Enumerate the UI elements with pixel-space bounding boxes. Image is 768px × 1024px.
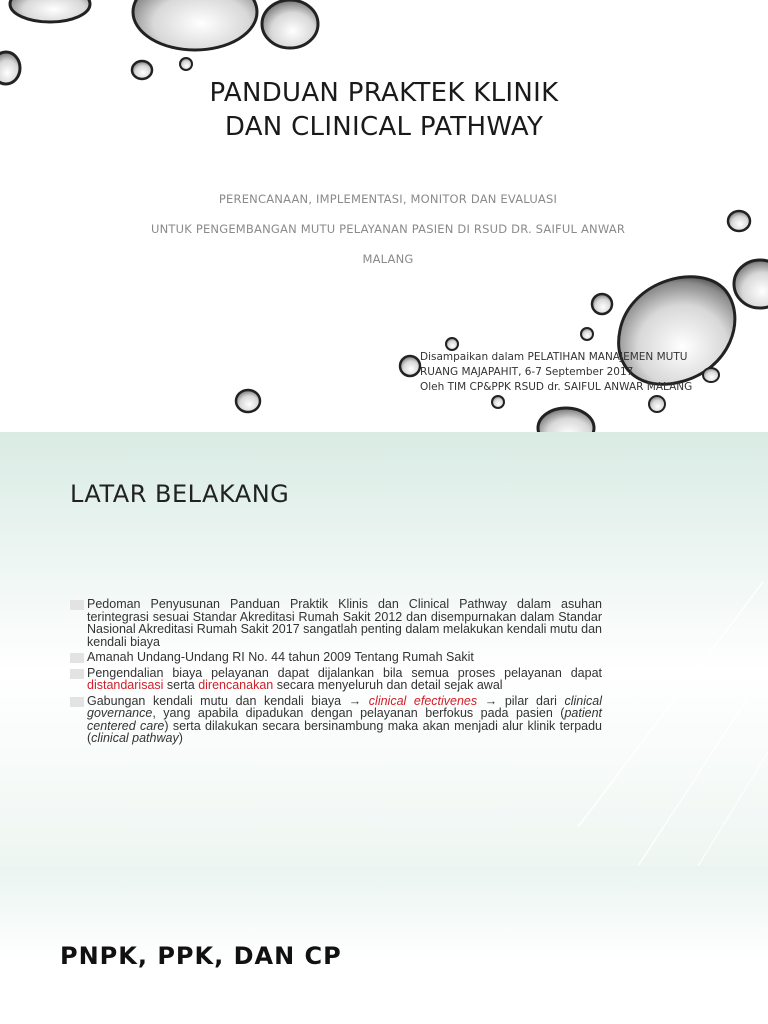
presenter-line-2: RUANG MAJAPAHIT, 6-7 September 2017 (420, 366, 634, 378)
bullet-text: Gabungan kendali mutu dan kendali biaya → (87, 693, 369, 708)
section-heading: PNPK, PPK, DAN CP (60, 942, 342, 970)
bullet-text: , yang apabila dipadukan dengan pelayanan berfokus pada pasien ( (152, 706, 565, 720)
bullet-text: Amanah Undang-Undang RI No. 44 tahun 2009 Tentang Rumah Sakit (87, 650, 474, 664)
background-slide (0, 432, 768, 866)
italic-text: clinical pathway (91, 731, 179, 745)
bullet-text: secara menyeluruh dan detail sejak awal (273, 678, 503, 692)
bullet-list (70, 598, 602, 748)
highlight-text: clinical efectivenes (368, 693, 478, 708)
title-line-1: PANDUAN PRAKTEK KLINIK (209, 78, 559, 108)
italic-text: clinical governance (87, 693, 602, 720)
italic-text: patient centered care (87, 706, 602, 733)
list-item (70, 667, 602, 692)
pnpk-slide (0, 866, 768, 1024)
bullet-text: serta (163, 678, 199, 692)
bullet-text: ) (178, 731, 183, 745)
slide-title (0, 76, 768, 144)
subtitle-line-3: MALANG (362, 252, 414, 266)
bullet-square-icon (70, 653, 84, 663)
presenter-line-1: Disampaikan dalam PELATIHAN MANAJEMEN MUTU (420, 351, 688, 363)
presenter-line-3: Oleh TIM CP&PPK RSUD dr. SAIFUL ANWAR MALANG (420, 381, 693, 393)
list-item (70, 598, 602, 648)
bullet-text: Pedoman Penyusunan Panduan Praktik Klinis dan Clinical Pathway dalam asuhan terintegrasi sesuai Standar Akreditasi Rumah Sakit 2012 dan disempurnakan dalam Standar Nasional Akreditasi Rumah Sakit 2017 sangatlah penting dalam melakukan kendali mutu dan kendali biaya (87, 597, 602, 649)
bullet-text: Pengendalian biaya pelayanan dapat dijalankan bila semua proses pelayanan dapat (87, 665, 602, 680)
bullet-square-icon (70, 600, 84, 610)
title-line-2: DAN CLINICAL PATHWAY (224, 112, 544, 142)
bullet-square-icon (70, 697, 84, 707)
list-item (70, 651, 602, 664)
highlight-text: direncanakan (198, 678, 274, 692)
title-slide (0, 0, 768, 432)
list-item (70, 695, 602, 745)
slide-subtitle (100, 184, 676, 274)
section-heading: LATAR BELAKANG (70, 480, 290, 508)
bullet-text: ) serta dilakukan secara bersinambung maka akan menjadi alur klinik terpadu ( (87, 718, 603, 745)
subtitle-line-1: PERENCANAAN, IMPLEMENTASI, MONITOR DAN EVALUASI (218, 192, 558, 206)
drop-top-left-group (0, 0, 318, 84)
bullet-text: → pilar dari (477, 693, 565, 708)
subtitle-line-2: UNTUK PENGEMBANGAN MUTU PELAYANAN PASIEN DI RSUD DR. SAIFUL ANWAR (150, 222, 626, 236)
highlight-text: distandarisasi (87, 678, 164, 692)
presenter-info (420, 350, 750, 395)
bullet-square-icon (70, 669, 84, 679)
